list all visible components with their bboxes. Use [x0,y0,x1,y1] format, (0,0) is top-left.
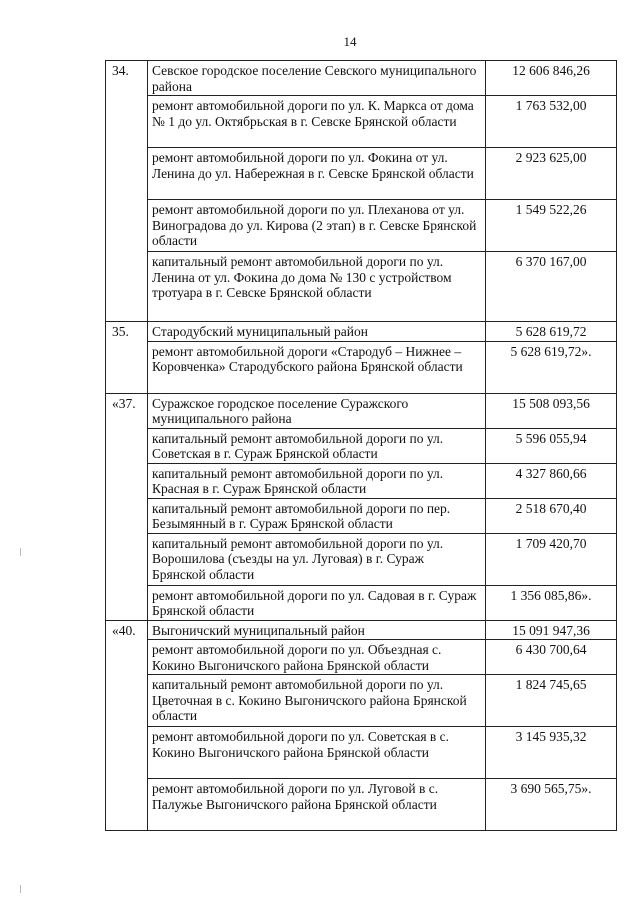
row-description: капитальный ремонт автомобильной дороги по пер. Безымянный в г. Сураж Брянской области [148,498,486,533]
scan-margin-mark [20,885,21,893]
row-number [106,640,148,675]
scan-margin-mark [20,548,21,556]
row-amount: 5 596 055,94 [486,428,617,463]
row-description: ремонт автомобильной дороги «Стародуб – Нижнее – Коровченка» Стародубского района Брянской области [148,341,486,393]
table-row [106,148,617,200]
table-row [106,463,617,498]
row-amount: 6 370 167,00 [486,252,617,322]
row-description: Выгоничский муниципальный район [148,620,486,640]
row-number [106,463,148,498]
table-row [106,200,617,252]
page-number: 14 [343,34,357,49]
row-number [106,533,148,585]
row-amount: 5 628 619,72 [486,322,617,342]
table-row [106,252,617,322]
table-row [106,727,617,779]
row-amount: 1 824 745,65 [486,675,617,727]
row-amount: 15 508 093,56 [486,393,617,428]
row-description: ремонт автомобильной дороги по ул. Объездная с. Кокино Выгоничского района Брянской области [148,640,486,675]
row-number [106,727,148,779]
row-amount: 1 709 420,70 [486,533,617,585]
row-amount: 2 518 670,40 [486,498,617,533]
row-amount: 3 145 935,32 [486,727,617,779]
table-row [106,585,617,620]
row-description: Суражское городское поселение Суражского муниципального района [148,393,486,428]
row-description: ремонт автомобильной дороги по ул. Фокина от ул. Ленина до ул. Набережная в г. Севске Брянской области [148,148,486,200]
row-number [106,675,148,727]
row-amount: 2 923 625,00 [486,148,617,200]
table-row [106,620,617,640]
row-description: Стародубский муниципальный район [148,322,486,342]
row-description: ремонт автомобильной дороги по ул. Садовая в г. Сураж Брянской области [148,585,486,620]
row-number: «40. [106,620,148,640]
table-row [106,96,617,148]
row-number: 34. [106,61,148,96]
row-amount: 6 430 700,64 [486,640,617,675]
row-description: ремонт автомобильной дороги по ул. К. Маркса от дома № 1 до ул. Октябрьская в г. Севске Брянской области [148,96,486,148]
table-row [106,341,617,393]
row-description: ремонт автомобильной дороги по ул. Советская в с. Кокино Выгоничского района Брянской области [148,727,486,779]
row-number [106,200,148,252]
row-description: капитальный ремонт автомобильной дороги по ул. Ленина от ул. Фокина до дома № 130 с устройством тротуара в г. Севске Брянской области [148,252,486,322]
table-row [106,498,617,533]
row-amount: 1 549 522,26 [486,200,617,252]
row-amount: 4 327 860,66 [486,463,617,498]
row-description: капитальный ремонт автомобильной дороги по ул. Ворошилова (съезды на ул. Луговая) в г. Сураж Брянской области [148,533,486,585]
row-amount: 3 690 565,75». [486,779,617,831]
row-amount: 12 606 846,26 [486,61,617,96]
row-amount: 1 356 085,86». [486,585,617,620]
row-amount: 5 628 619,72». [486,341,617,393]
row-number [106,779,148,831]
row-number [106,585,148,620]
row-description: Севское городское поселение Севского муниципального района [148,61,486,96]
table-row [106,533,617,585]
row-description: ремонт автомобильной дороги по ул. Плеханова от ул. Виноградова до ул. Кирова (2 этап) в г. Севске Брянской области [148,200,486,252]
row-description: капитальный ремонт автомобильной дороги по ул. Советская в г. Сураж Брянской области [148,428,486,463]
row-number [106,341,148,393]
table-row [106,779,617,831]
funding-table [105,60,617,831]
row-amount: 15 091 947,36 [486,620,617,640]
row-number [106,428,148,463]
row-description: ремонт автомобильной дороги по ул. Луговой в с. Палужье Выгоничского района Брянской области [148,779,486,831]
table-row [106,322,617,342]
row-number [106,498,148,533]
row-description: капитальный ремонт автомобильной дороги по ул. Красная в г. Сураж Брянской области [148,463,486,498]
table-row [106,640,617,675]
table-row [106,61,617,96]
row-description: капитальный ремонт автомобильной дороги по ул. Цветочная в с. Кокино Выгоничского района Брянской области [148,675,486,727]
row-amount: 1 763 532,00 [486,96,617,148]
row-number [106,252,148,322]
row-number: 35. [106,322,148,342]
table-row [106,675,617,727]
row-number [106,96,148,148]
row-number [106,148,148,200]
table-row [106,428,617,463]
row-number: «37. [106,393,148,428]
table-row [106,393,617,428]
